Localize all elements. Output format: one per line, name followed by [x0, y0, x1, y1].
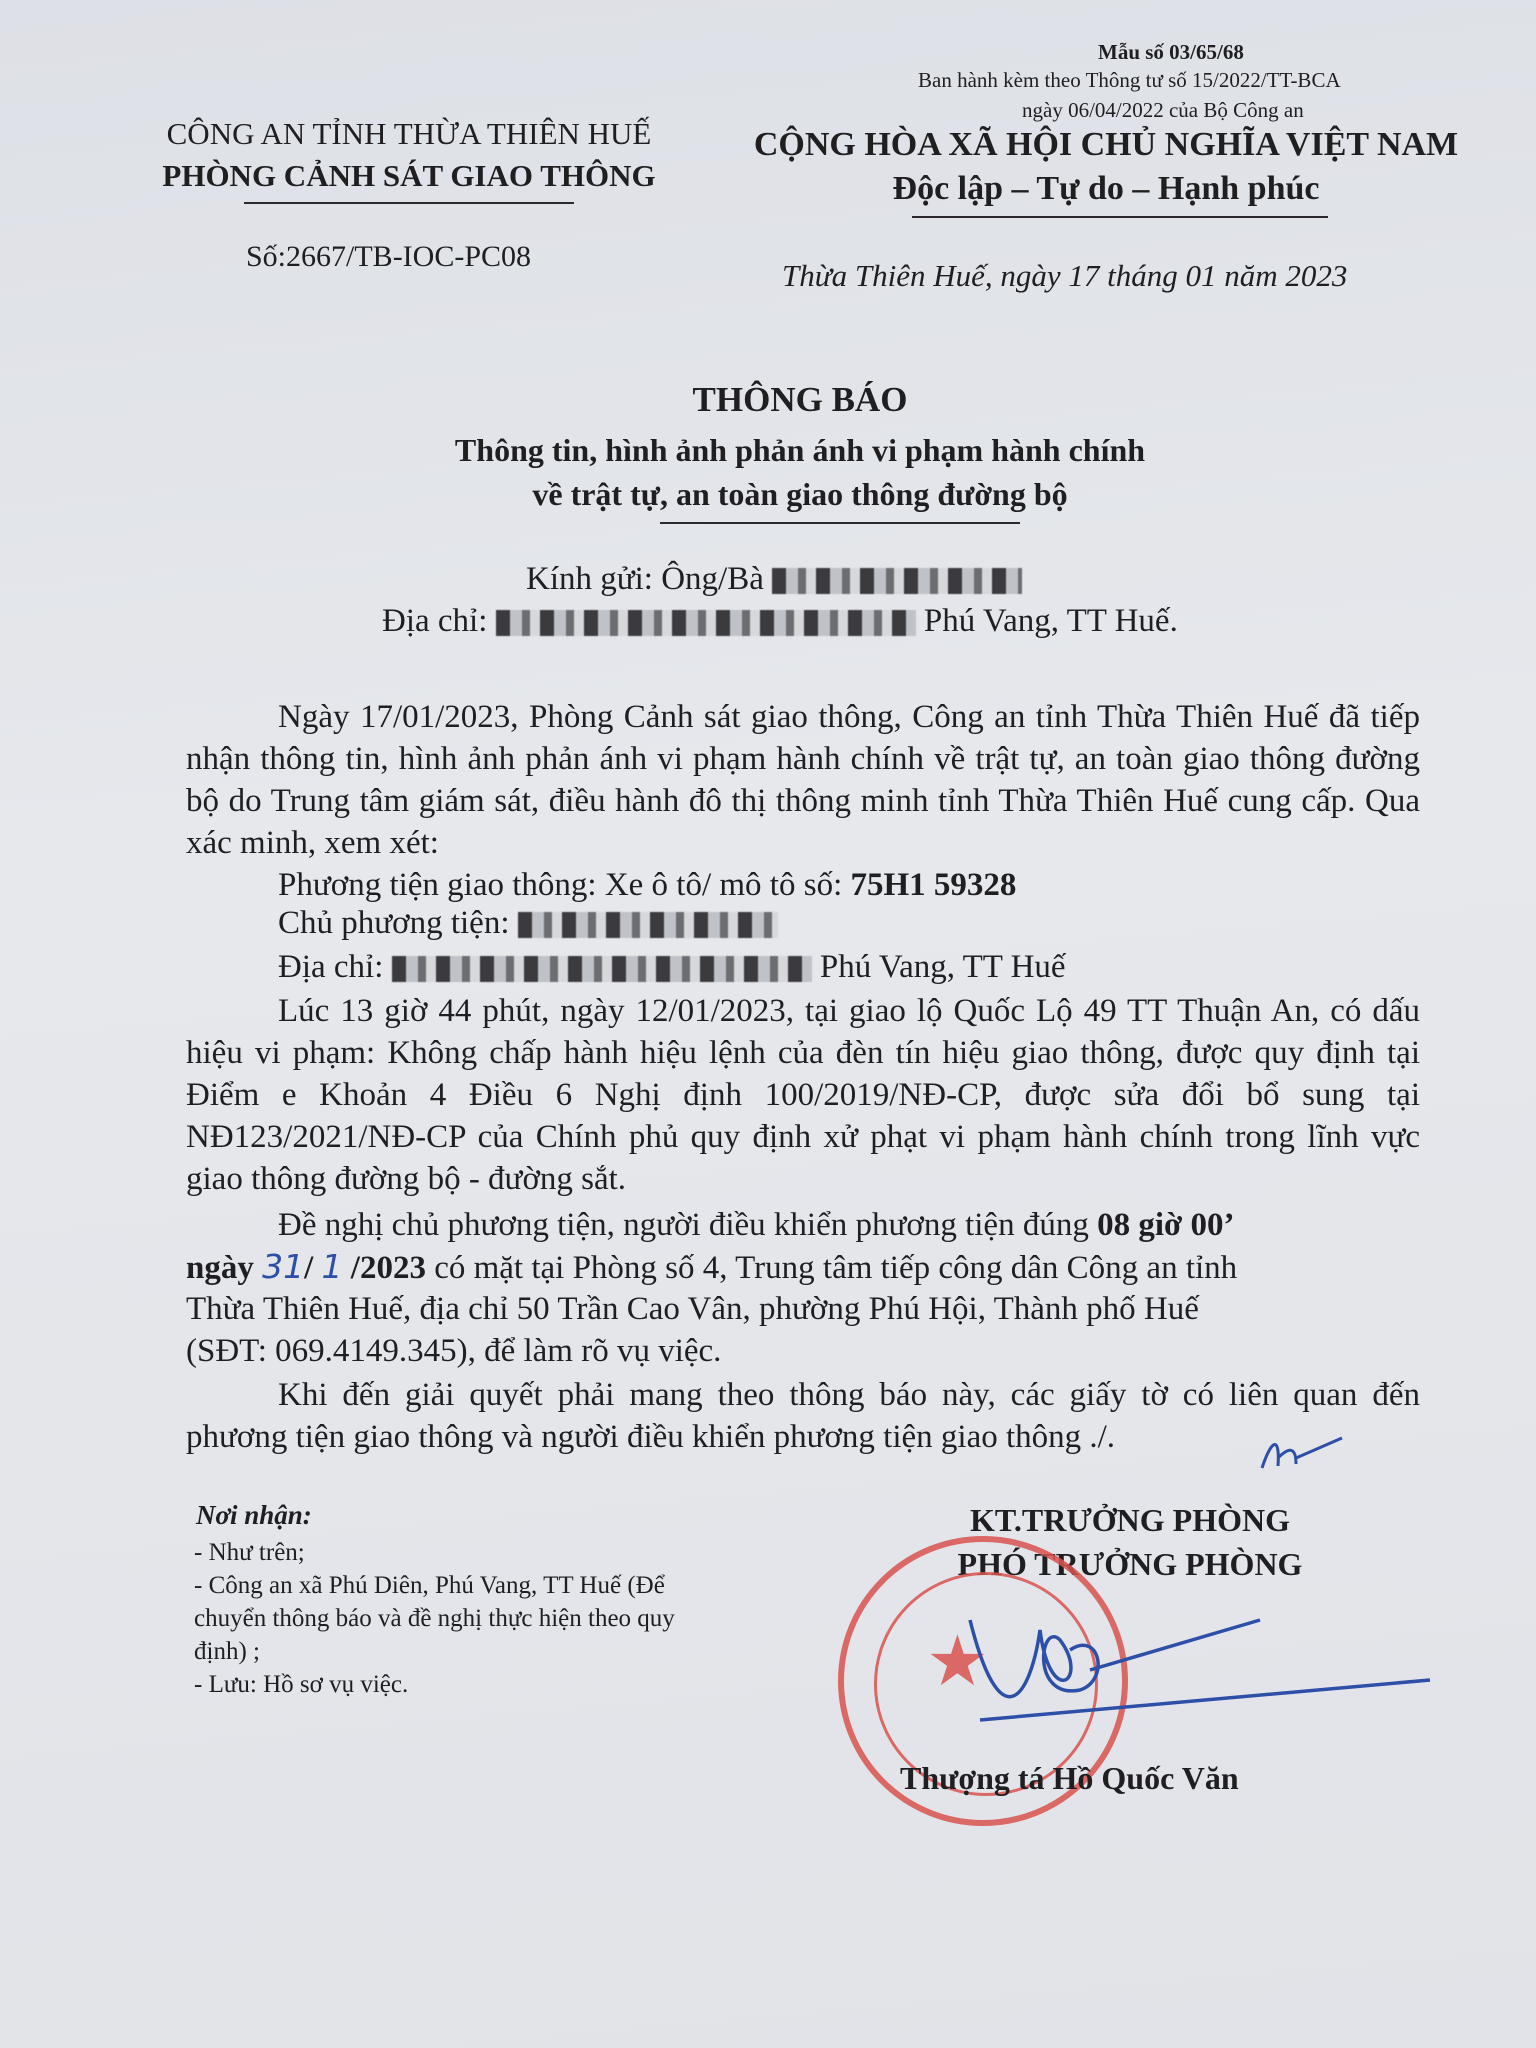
vehicle-line: [278, 864, 1016, 906]
document-title: THÔNG BÁO: [692, 380, 908, 419]
place-date: Thừa Thiên Huế, ngày 17 tháng 01 năm 2023: [782, 258, 1348, 293]
signer-name: Thượng tá Hồ Quốc Văn: [900, 1760, 1239, 1796]
summons-month-handwritten: 1: [321, 1247, 343, 1286]
summons-year: /2023: [350, 1250, 426, 1286]
recipient-address: [382, 600, 1178, 642]
recipients-item: chuyển thông báo và đề nghị thực hiện theo quy: [194, 1605, 675, 1632]
form-number: Mẫu số 03/65/68: [1098, 40, 1244, 64]
recipient-address-tail: Phú Vang, TT Huế.: [923, 603, 1178, 639]
summons-day-handwritten: 31: [262, 1247, 305, 1286]
paragraph-summons-line2: ngày 31/ 1 /2023 có mặt tại Phòng số 4, Trung tâm tiếp công dân Công an tỉnh: [186, 1247, 1238, 1286]
agency-name: PHÒNG CẢNH SÁT GIAO THÔNG: [162, 158, 656, 193]
signature-title-1: KT.TRƯỞNG PHÒNG: [970, 1502, 1290, 1538]
nation-name: CỘNG HÒA XÃ HỘI CHỦ NGHĨA VIỆT NAM: [753, 126, 1459, 163]
paragraph-violation: Lúc 13 giờ 44 phút, ngày 12/01/2023, tại giao lộ Quốc Lộ 49 TT Thuận An, có dấu hiệu vi phạm: Không chấp hành hiệu lệnh của đèn tín hiệu giao thông, được quy định tại Điểm e Khoản 4 Điều 6 Nghị định 100/2019/NĐ-CP, được sửa đổi bổ sung tại NĐ123/2021/NĐ-CP của Chính phủ quy định xử phạt vi phạm hành chính trong lĩnh vực giao thông đường bộ - đường sắt.: [186, 993, 1420, 1197]
agency-parent: CÔNG AN TỈNH THỪA THIÊN HUẾ: [166, 116, 652, 151]
form-issued-with: Ban hành kèm theo Thông tư số 15/2022/TT-BCA: [918, 68, 1341, 92]
owner-address-tail: Phú Vang, TT Huế: [819, 949, 1066, 985]
recipients-item: định) ;: [194, 1638, 260, 1665]
recipients-item: - Công an xã Phú Diên, Phú Vang, TT Huế (Để: [194, 1572, 665, 1599]
summons-text-c: Thừa Thiên Huế, địa chỉ 50 Trần Cao Vân, phường Phú Hội, Thành phố Huế: [186, 1291, 1199, 1327]
recipients-list: [194, 1536, 675, 1701]
redacted-recipient-address: [496, 610, 916, 636]
vehicle-plate: 75H1 59328: [850, 867, 1017, 903]
owner-label: Chủ phương tiện:: [278, 905, 510, 941]
paragraph-summons-line1: [278, 1204, 1420, 1246]
recipient-address-label: Địa chỉ:: [382, 603, 488, 639]
owner-address-line: [278, 946, 1066, 988]
document-subtitle-2: về trật tự, an toàn giao thông đường bộ: [532, 476, 1068, 512]
summons-text-a: Đề nghị chủ phương tiện, người điều khiển phương tiện đúng: [278, 1207, 1089, 1243]
nation-motto: Độc lập – Tự do – Hạnh phúc: [892, 170, 1320, 207]
initials-mark: [1256, 1428, 1346, 1478]
paragraph-intro: Ngày 17/01/2023, Phòng Cảnh sát giao thông, Công an tỉnh Thừa Thiên Huế đã tiếp nhận thông tin, hình ảnh phản ánh vi phạm hành chính về trật tự, an toàn giao thông đường bộ do Trung tâm giám sát, điều hành đô thị thông minh tỉnh Thừa Thiên Huế cung cấp. Qua xác minh, xem xét:: [186, 699, 1420, 861]
paragraph-closing: Khi đến giải quyết phải mang theo thông báo này, các giấy tờ có liên quan đến phương tiện giao thông và người điều khiển phương tiện giao thông ./.: [186, 1377, 1420, 1455]
recipients-heading: Nơi nhận:: [196, 1500, 312, 1530]
title-underline: [660, 522, 1020, 524]
agency-underline: [244, 202, 574, 204]
owner-line: [278, 902, 778, 944]
document-number: Số:2667/TB-IOC-PC08: [246, 240, 532, 273]
vehicle-label: Phương tiện giao thông: Xe ô tô/ mô tô số:: [278, 867, 843, 903]
redacted-owner-address: [392, 956, 812, 982]
summons-time: 08 giờ 00’: [1097, 1207, 1235, 1243]
summons-text-d: (SĐT: 069.4149.345), để làm rõ vụ việc.: [186, 1333, 722, 1369]
motto-underline: [912, 216, 1328, 218]
summons-text-b: có mặt tại Phòng số 4, Trung tâm tiếp công dân Công an tỉnh: [434, 1250, 1238, 1286]
owner-address-label: Địa chỉ:: [278, 949, 384, 985]
summons-day-label: ngày: [186, 1250, 254, 1286]
form-issued-date: ngày 06/04/2022 của Bộ Công an: [1022, 98, 1304, 122]
recipient-greeting: [526, 558, 1022, 600]
recipient-greeting-label: Kính gửi: Ông/Bà: [526, 561, 764, 597]
recipients-item: - Như trên;: [194, 1539, 305, 1566]
signature-title-2: PHÓ TRƯỞNG PHÒNG: [957, 1546, 1303, 1582]
redacted-recipient-name: [772, 568, 1022, 594]
document-subtitle-1: Thông tin, hình ảnh phản ánh vi phạm hành chính: [454, 432, 1146, 468]
handwritten-signature: [940, 1600, 1440, 1740]
stamp-star-icon: ★: [926, 1620, 989, 1702]
redacted-owner-name: [518, 912, 778, 938]
recipients-item: - Lưu: Hồ sơ vụ việc.: [194, 1671, 409, 1698]
